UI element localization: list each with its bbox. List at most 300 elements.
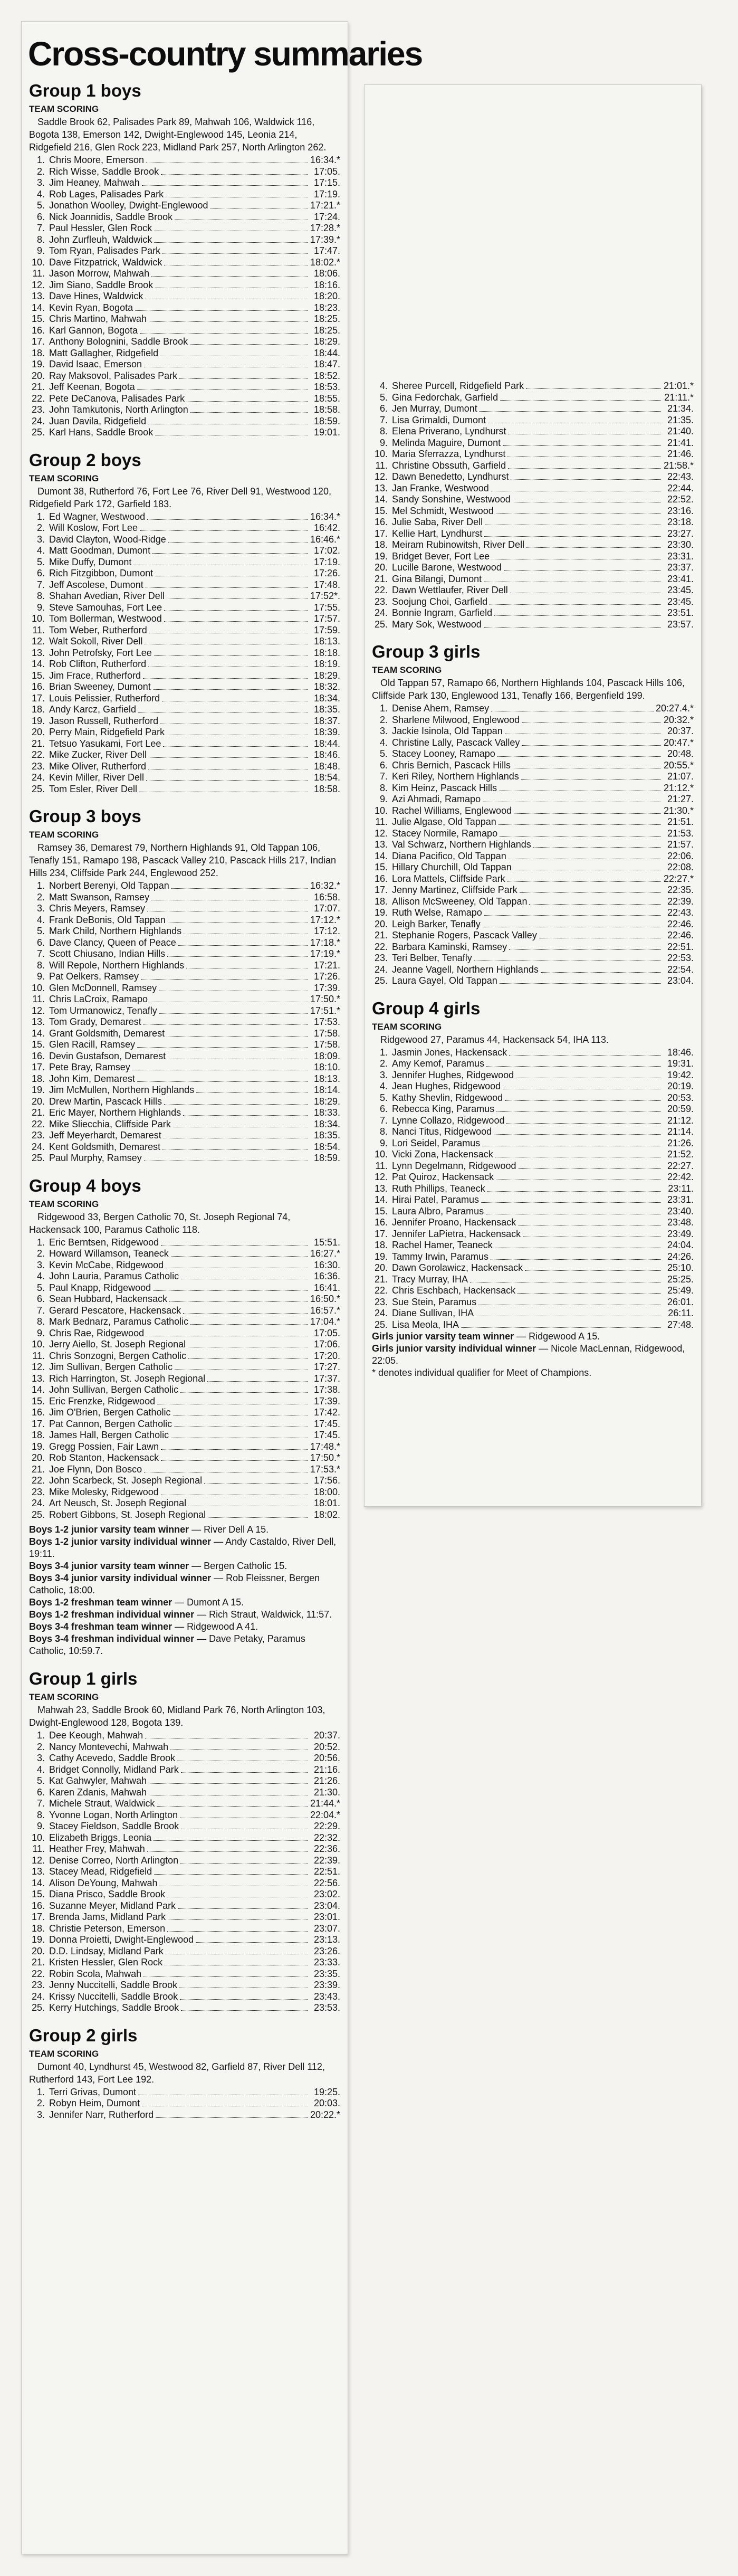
result-name: Ruth Phillips, Teaneck: [392, 1183, 485, 1194]
result-place: 12.: [374, 828, 388, 839]
result-place: 4.: [379, 381, 388, 391]
result-row: [29, 1969, 340, 1980]
result-name: Mark Child, Northern Highlands: [49, 926, 182, 936]
result-row: [29, 1991, 340, 2003]
result-name: John Sullivan, Bergen Catholic: [49, 1384, 179, 1395]
result-row: [372, 715, 694, 726]
result-row: [29, 302, 340, 314]
note-heading: Boys 3-4 freshman individual winner: [29, 1633, 195, 1644]
result-time: 17:21.: [313, 959, 340, 971]
team-scoring-label: TEAM SCORING: [29, 473, 99, 483]
result-place: 3.: [36, 1259, 45, 1270]
result-name: Nancy Montevechi, Mahwah: [49, 1741, 169, 1752]
result-place: 1.: [379, 1047, 388, 1058]
result-time: 18:55.: [313, 393, 340, 404]
result-time: 17:55.: [313, 602, 340, 613]
result-row: [29, 960, 340, 972]
result-name: Frank DeBonis, Old Tappan: [49, 914, 166, 925]
result-place: 20.: [374, 562, 388, 573]
leader-dots: [171, 1256, 308, 1257]
result-place: 4.: [36, 914, 45, 925]
result-name: Kevin Ryan, Bogota: [49, 302, 133, 313]
result-row: [29, 1384, 340, 1396]
result-row: [372, 528, 694, 540]
result-name: Christine Obssuth, Garfield: [392, 460, 506, 471]
result-name: Gerard Pescatore, Hackensack: [49, 1305, 181, 1316]
result-row: [372, 783, 694, 794]
leader-dots: [505, 1100, 661, 1101]
result-time: 18:16.: [313, 279, 340, 290]
leader-dots: [164, 610, 308, 611]
team-scoring-label: TEAM SCORING: [29, 2048, 99, 2059]
result-time: 18:29.: [313, 336, 340, 347]
result-name: John Kim, Demarest: [49, 1073, 136, 1084]
note: [372, 1330, 694, 1343]
result-name: Jennifer Hughes, Ridgewood: [392, 1069, 514, 1080]
result-name: Kent Goldsmith, Demarest: [49, 1141, 161, 1152]
result-row: [29, 1452, 340, 1464]
result-row: [29, 382, 340, 393]
result-name: John Petrofsky, Fort Lee: [49, 647, 152, 658]
result-time: 17:50.*: [310, 1452, 340, 1463]
result-name: Chris Sonzogni, Bergen Catholic: [49, 1350, 187, 1361]
result-time: 17:52*.: [310, 591, 340, 601]
leader-dots: [178, 1908, 308, 1909]
result-row: [372, 1251, 694, 1263]
result-time: 17:56.: [313, 1475, 340, 1486]
result-name: Glen McDonnell, Ramsey: [49, 982, 157, 993]
result-time: 23:57.: [667, 619, 694, 630]
result-name: Keri Riley, Northern Highlands: [392, 771, 519, 782]
result-name: Robert Gibbons, St. Joseph Regional: [49, 1509, 206, 1520]
result-name: Tom Bollerman, Westwood: [49, 613, 162, 624]
result-time: 21:51.: [667, 816, 694, 827]
result-name: Jim Siano, Saddle Brook: [49, 279, 154, 290]
result-place: 12.: [31, 1005, 45, 1016]
leader-dots: [526, 547, 661, 548]
leader-dots: [183, 1115, 308, 1116]
result-name: Bridget Bever, Fort Lee: [392, 550, 490, 562]
result-place: 18.: [31, 704, 45, 715]
result-row: [29, 1373, 340, 1385]
leader-dots: [180, 1999, 308, 2000]
result-row: [29, 359, 340, 370]
result-place: 10.: [31, 1832, 45, 1843]
result-time: 21:46.: [667, 449, 694, 459]
result-place: 15.: [31, 670, 45, 681]
result-place: 23.: [31, 1130, 45, 1140]
result-place: 15.: [31, 1395, 45, 1406]
result-name: Kellie Hart, Lyndhurst: [392, 528, 483, 539]
result-name: Hillary Churchill, Old Tappan: [392, 862, 512, 872]
result-time: 20:32.*: [663, 714, 694, 725]
result-row: [29, 704, 340, 716]
result-place: 10.: [31, 982, 45, 993]
result-name: Jenny Nuccitelli, Saddle Brook: [49, 1980, 178, 1990]
result-name: Gina Fedorchak, Garfield: [392, 392, 499, 403]
result-place: 3.: [379, 726, 388, 736]
result-time: 21:57.: [667, 839, 694, 850]
leader-dots: [529, 904, 661, 905]
result-row: [29, 983, 340, 994]
result-place: 13.: [31, 1866, 45, 1877]
result-time: 20:53.: [667, 1092, 694, 1103]
leader-dots: [161, 1460, 308, 1461]
result-row: [372, 919, 694, 930]
result-name: Leigh Barker, Tenafly: [392, 918, 481, 929]
left-column: [21, 21, 423, 2554]
leader-dots: [154, 655, 308, 656]
note: [29, 1572, 340, 1596]
result-name: David Clayton, Wood-Ridge: [49, 534, 166, 545]
result-row: [29, 1798, 340, 1810]
result-name: Jeff Meyerhardt, Demarest: [49, 1130, 161, 1140]
result-time: 26:01.: [667, 1296, 694, 1307]
result-name: Mel Schmidt, Westwood: [392, 505, 494, 516]
leader-dots: [137, 1081, 308, 1082]
leader-dots: [171, 888, 308, 889]
result-time: 18:35.: [313, 1130, 340, 1140]
result-time: 17:39.: [313, 982, 340, 993]
team-scoring-text: Dumont 38, Rutherford 76, Fort Lee 76, River Dell 91, Westwood 120, Ridgefield Park 172, Garfield 183.: [29, 486, 331, 509]
result-row: [29, 1096, 340, 1108]
result-row: [29, 1407, 340, 1419]
result-place: 5.: [36, 556, 45, 567]
result-place: 7.: [379, 414, 388, 425]
result-time: 18:10.: [313, 1062, 340, 1072]
result-time: 16:32.*: [310, 880, 340, 891]
result-place: 5.: [36, 200, 45, 211]
result-time: 18:00.: [313, 1486, 340, 1497]
result-row: [29, 681, 340, 693]
result-name: Stacey Looney, Ramapo: [392, 748, 495, 759]
result-place: 2.: [36, 891, 45, 902]
result-row: [29, 659, 340, 670]
result-time: 18:14.: [313, 1085, 340, 1095]
leader-dots: [521, 779, 661, 780]
result-name: Paul Murphy, Ramsey: [49, 1153, 142, 1163]
result-place: 7.: [36, 579, 45, 590]
result-row: [29, 1085, 340, 1096]
result-place: 25.: [374, 619, 388, 630]
leader-dots: [204, 1483, 308, 1484]
result-time: 17:48.: [313, 579, 340, 590]
result-time: 17:19.: [313, 556, 340, 567]
result-place: 24.: [31, 772, 45, 783]
result-time: 22:52.: [667, 494, 694, 505]
result-row: [372, 907, 694, 919]
results-list: [29, 880, 340, 1164]
result-row: [372, 506, 694, 517]
result-name: Chris Martino, Mahwah: [49, 313, 147, 324]
result-row: [372, 839, 694, 851]
result-place: 4.: [36, 1271, 45, 1281]
result-row: [372, 975, 694, 987]
result-row: [372, 551, 694, 563]
result-time: 16:36.: [313, 1271, 340, 1281]
result-time: 16:57.*: [310, 1305, 340, 1316]
result-name: Brenda Jams, Midland Park: [49, 1912, 166, 1922]
result-place: 2.: [36, 1741, 45, 1752]
leader-dots: [499, 824, 661, 825]
result-name: Michele Straut, Waldwick: [49, 1798, 155, 1809]
result-name: Rob Stanton, Hackensack: [49, 1452, 159, 1463]
leader-dots: [164, 621, 308, 622]
result-place: 18.: [31, 1073, 45, 1084]
result-row: [29, 591, 340, 602]
result-place: 11.: [375, 1160, 388, 1171]
result-place: 13.: [31, 1373, 45, 1384]
result-place: 19.: [31, 1934, 45, 1945]
result-time: 18:35.: [313, 704, 340, 715]
result-place: 11.: [375, 460, 388, 471]
result-place: 10.: [374, 805, 388, 816]
result-name: Julie Saba, River Dell: [392, 517, 483, 527]
result-place: 12.: [374, 471, 388, 482]
result-place: 11.: [32, 1350, 45, 1361]
result-place: 7.: [379, 1115, 388, 1126]
leader-dots: [149, 321, 308, 322]
result-name: Maria Sferrazza, Lyndhurst: [392, 449, 506, 459]
result-name: Jason Morrow, Mahwah: [49, 268, 150, 279]
result-row: [372, 1206, 694, 1218]
result-name: Jim Sullivan, Bergen Catholic: [49, 1362, 173, 1372]
section-title: Group 2 girls: [29, 2025, 138, 2045]
leader-dots: [486, 1066, 661, 1067]
leader-dots: [156, 2117, 308, 2118]
result-place: 5.: [379, 748, 388, 759]
team-scoring-text: Ridgewood 33, Bergen Catholic 70, St. Joseph Regional 74, Hackensack 100, Paramus Catholic 118.: [29, 1211, 291, 1235]
result-name: Devin Gustafson, Demarest: [49, 1050, 166, 1061]
result-time: 18:46.: [667, 1047, 694, 1058]
result-place: 14.: [31, 659, 45, 669]
result-place: 22.: [374, 941, 388, 952]
result-row: [29, 427, 340, 439]
result-time: 17:21.*: [310, 200, 340, 211]
result-name: Jeanne Vagell, Northern Highlands: [392, 964, 539, 975]
leader-dots: [169, 1301, 308, 1302]
leader-dots: [161, 1449, 308, 1450]
result-row: [372, 930, 694, 942]
result-name: Robyn Heim, Dumont: [49, 2098, 140, 2108]
result-time: 23:45.: [667, 596, 694, 607]
results-list: [372, 703, 694, 987]
result-time: 22:43.: [667, 471, 694, 482]
result-place: 17.: [31, 1912, 45, 1922]
result-row: [372, 953, 694, 964]
result-place: 9.: [379, 1137, 388, 1148]
leader-dots: [500, 983, 661, 984]
result-row: [372, 1081, 694, 1092]
result-name: Jeff Keenan, Bogota: [49, 382, 135, 392]
result-place: 1.: [36, 511, 45, 522]
result-name: Jim O'Brien, Bergen Catholic: [49, 1407, 171, 1418]
result-place: 13.: [31, 1016, 45, 1027]
result-time: 23:02.: [313, 1889, 340, 1899]
result-name: Eric Mayer, Northern Highlands: [49, 1107, 181, 1118]
leader-dots: [167, 956, 308, 957]
result-row: [29, 557, 340, 568]
result-name: Lynne Collazo, Ridgewood: [392, 1115, 505, 1126]
leader-dots: [509, 1055, 661, 1056]
result-place: 21.: [31, 1107, 45, 1118]
result-row: [372, 460, 694, 472]
result-row: [29, 1294, 340, 1305]
result-name: Mike Zucker, River Dell: [49, 749, 147, 760]
result-row: [29, 1855, 340, 1867]
result-place: 6.: [36, 1786, 45, 1798]
result-place: 25.: [31, 783, 45, 794]
leader-dots: [146, 587, 308, 588]
result-name: Tetsuo Yasukami, Fort Lee: [49, 738, 161, 749]
result-name: Gregg Possien, Fair Lawn: [49, 1441, 159, 1452]
result-row: [372, 415, 694, 426]
result-row: [29, 1260, 340, 1271]
result-time: 19:25.: [313, 2086, 340, 2097]
result-place: 5.: [379, 392, 388, 403]
result-name: Tom Ryan, Palisades Park: [49, 245, 161, 256]
result-time: 20:55.*: [663, 759, 694, 771]
result-place: 1.: [36, 880, 45, 891]
result-name: Joe Flynn, Don Bosco: [49, 1463, 142, 1475]
leader-dots: [181, 2010, 308, 2011]
logo-gap: [372, 85, 694, 381]
result-time: 18:39.: [313, 727, 340, 737]
result-place: 22.: [31, 1968, 45, 1979]
result-name: Elena Priverano, Lyndhurst: [392, 426, 506, 436]
leader-dots: [137, 389, 308, 390]
result-place: 24.: [31, 1141, 45, 1152]
leader-dots: [484, 915, 661, 916]
result-name: Jackie Isinola, Old Tappan: [392, 726, 503, 736]
leader-dots: [190, 412, 308, 413]
result-row: [29, 892, 340, 904]
result-name: Kevin Miller, River Dell: [49, 772, 145, 783]
result-name: Rob Lages, Palisades Park: [49, 188, 164, 199]
result-row: [372, 403, 694, 415]
result-row: [29, 189, 340, 201]
result-name: Diane Sullivan, IHA: [392, 1308, 474, 1318]
result-name: Ruth Welse, Ramapo: [392, 907, 482, 918]
result-row: [29, 1764, 340, 1776]
result-row: [372, 1285, 694, 1297]
leader-dots: [494, 615, 661, 616]
result-name: Pat Cannon, Bergen Catholic: [49, 1418, 172, 1429]
result-time: 23:01.: [313, 1912, 340, 1922]
result-row: [29, 1005, 340, 1017]
leader-dots: [140, 333, 308, 334]
result-row: [372, 1262, 694, 1274]
note: [29, 1524, 340, 1536]
result-time: 23:45.: [667, 585, 694, 595]
result-place: 10.: [31, 256, 45, 268]
result-place: 25.: [374, 975, 388, 986]
result-time: 22:53.: [667, 953, 694, 963]
result-row: [29, 166, 340, 178]
leader-dots: [143, 1024, 308, 1025]
result-row: [29, 625, 340, 636]
leader-dots: [142, 185, 308, 186]
leader-dots: [153, 689, 308, 690]
result-row: [372, 1308, 694, 1319]
result-time: 21:40.: [667, 426, 694, 436]
result-time: 21:35.: [667, 414, 694, 425]
leader-dots: [490, 604, 661, 605]
result-time: 21:26.: [313, 1775, 340, 1786]
result-place: 16.: [374, 873, 388, 884]
result-place: 7.: [36, 948, 45, 959]
result-row: [29, 1787, 340, 1799]
result-row: [29, 971, 340, 983]
result-place: 14.: [31, 302, 45, 313]
result-time: 23:33.: [313, 1957, 340, 1967]
result-time: 18:58.: [313, 404, 340, 415]
results-list: [372, 1047, 694, 1331]
result-row: [372, 517, 694, 528]
result-time: 22:46.: [667, 930, 694, 940]
result-name: Terri Grivas, Dumont: [49, 2086, 137, 2097]
result-time: 22:51.: [667, 941, 694, 952]
leader-dots: [188, 1358, 308, 1359]
result-name: Dawn Wettlaufer, River Dell: [392, 585, 508, 595]
result-name: Ray Maksovol, Palisades Park: [49, 370, 178, 381]
result-row: [372, 381, 694, 392]
note: [29, 1621, 340, 1633]
result-name: Tracy Murray, IHA: [392, 1273, 468, 1285]
leader-dots: [514, 813, 661, 814]
result-row: [372, 1058, 694, 1070]
results-list: [29, 511, 340, 795]
leader-dots: [533, 847, 661, 848]
result-time: 22:44.: [667, 482, 694, 493]
result-time: 23:51.: [667, 607, 694, 618]
result-name: Val Schwarz, Northern Highlands: [392, 839, 531, 850]
result-name: Jeff Ascolese, Dumont: [49, 579, 143, 590]
result-place: 10.: [31, 1339, 45, 1349]
result-name: Chris LaCroix, Ramapo: [49, 994, 148, 1004]
result-row: [29, 1878, 340, 1889]
result-row: [29, 648, 340, 659]
result-time: 19:01.: [313, 427, 340, 438]
result-place: 21.: [374, 573, 388, 584]
team-scoring-label: TEAM SCORING: [29, 1692, 99, 1702]
result-name: Eric Frenzke, Ridgewood: [49, 1395, 156, 1406]
result-place: 8.: [379, 426, 388, 436]
leader-dots: [511, 479, 661, 480]
result-name: Julie Algase, Old Tappan: [392, 816, 496, 827]
result-place: 8.: [36, 959, 45, 971]
result-time: 17:26.: [313, 568, 340, 578]
result-place: 23.: [31, 761, 45, 772]
result-row: [372, 471, 694, 483]
result-name: Bonnie Ingram, Garfield: [392, 607, 493, 618]
result-name: Art Neusch, St. Joseph Regional: [49, 1498, 187, 1508]
leader-dots: [164, 1104, 308, 1105]
result-place: 5.: [36, 926, 45, 936]
result-time: 18:34.: [313, 692, 340, 704]
result-time: 18:25.: [313, 325, 340, 336]
result-name: Stacey Fieldson, Saddle Brook: [49, 1821, 179, 1831]
team-scoring-text: Ramsey 36, Demarest 79, Northern Highlands 91, Old Tappan 106, Tenafly 151, Ramapo 198, Pascack Valley 210, Pascack Hills 217, Indian Hills 234, Cliffside Park 244, Englewood 252.: [29, 842, 336, 878]
result-row: [29, 1316, 340, 1328]
result-place: 13.: [374, 1183, 388, 1194]
result-place: 10.: [374, 449, 388, 459]
result-row: [372, 1104, 694, 1115]
result-place: 25.: [374, 1319, 388, 1330]
result-time: 24:26.: [667, 1251, 694, 1262]
result-row: [29, 937, 340, 949]
result-row: [29, 1130, 340, 1142]
